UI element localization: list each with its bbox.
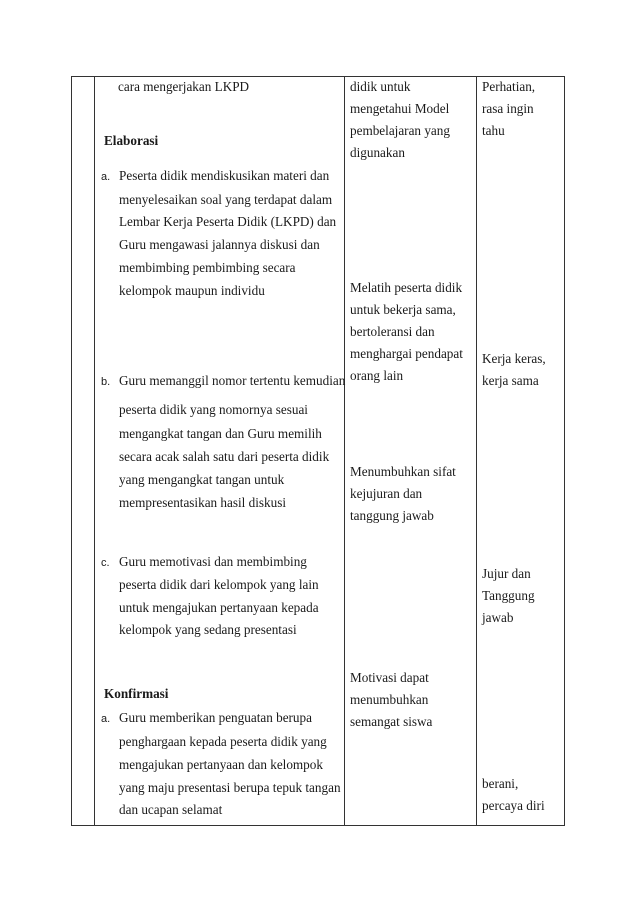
objective-line: kejujuran dan <box>350 486 423 501</box>
item-k-line: yang maju presentasi berupa tepuk tangan <box>119 780 341 795</box>
table-border-left <box>71 76 72 826</box>
value-line: kerja sama <box>482 373 539 388</box>
objective-line: Menumbuhkan sifat <box>350 464 456 479</box>
table-bottom-border <box>71 825 564 826</box>
table-border-col3 <box>476 76 477 826</box>
item-b-line: yang mengangkat tangan untuk <box>119 472 285 487</box>
item-a-line: Peserta didik mendiskusikan materi dan <box>119 168 330 183</box>
item-c-line: peserta didik dari kelompok yang lain <box>119 577 319 592</box>
table-border-right <box>564 76 565 826</box>
activity-line: cara mengerjakan LKPD <box>118 79 250 94</box>
item-a-line: Guru mengawasi jalannya diskusi dan <box>119 237 320 252</box>
item-c-line: kelompok yang sedang presentasi <box>119 622 297 637</box>
value-line: tahu <box>482 123 505 138</box>
objective-line: menghargai pendapat <box>350 346 463 361</box>
objective-line: untuk bekerja sama, <box>350 302 456 317</box>
item-k-line: dan ucapan selamat <box>119 802 223 817</box>
objective-line: tanggung jawab <box>350 508 434 523</box>
item-k-line: Guru memberikan penguatan berupa <box>119 710 312 725</box>
objective-line: mengetahui Model <box>350 101 450 116</box>
item-k-line: penghargaan kepada peserta didik yang <box>119 734 327 749</box>
objective-line: Motivasi dapat <box>350 670 429 685</box>
table-border-col1 <box>94 76 95 826</box>
value-line: Kerja keras, <box>482 351 546 366</box>
item-a-line: kelompok maupun individu <box>119 283 265 298</box>
value-line: Jujur dan <box>482 566 531 581</box>
value-line: percaya diri <box>482 798 545 813</box>
value-line: jawab <box>482 610 514 625</box>
value-line: berani, <box>482 776 519 791</box>
objective-line: semangat siswa <box>350 714 433 729</box>
objective-line: orang lain <box>350 368 404 383</box>
table-border-col2 <box>344 76 345 826</box>
item-a-line: menyelesaikan soal yang terdapat dalam <box>119 192 333 207</box>
elaborasi-heading: Elaborasi <box>104 133 159 148</box>
objective-line: pembelajaran yang <box>350 123 450 138</box>
item-b-line: peserta didik yang nomornya sesuai <box>119 402 308 417</box>
objective-line: Melatih peserta didik <box>350 280 463 295</box>
item-a-line: membimbing pembimbing secara <box>119 260 296 275</box>
objective-line: menumbuhkan <box>350 692 429 707</box>
value-line: rasa ingin <box>482 101 534 116</box>
objective-line: didik untuk <box>350 79 411 94</box>
item-b-line: mempresentasikan hasil diskusi <box>119 495 287 510</box>
item-b-marker: b. <box>101 376 111 388</box>
item-a-line: Lembar Kerja Peserta Didik (LKPD) dan <box>119 214 337 229</box>
item-a-marker: a. <box>101 171 111 183</box>
value-line: Tanggung <box>482 588 535 603</box>
value-line: Perhatian, <box>482 79 536 94</box>
item-c-line: untuk mengajukan pertanyaan kepada <box>119 600 319 615</box>
item-k-line: mengajukan pertanyaan dan kelompok <box>119 757 323 772</box>
item-b-line: Guru memanggil nomor tertentu kemudian <box>119 373 346 388</box>
objective-line: bertoleransi dan <box>350 324 435 339</box>
item-b-line: secara acak salah satu dari peserta didik <box>119 449 330 464</box>
objective-line: digunakan <box>350 145 405 160</box>
item-c-line: Guru memotivasi dan membimbing <box>119 554 307 569</box>
item-c-marker: c. <box>101 557 110 569</box>
konfirmasi-heading: Konfirmasi <box>104 686 169 701</box>
item-b-line: mengangkat tangan dan Guru memilih <box>119 426 322 441</box>
item-k-marker: a. <box>101 713 111 725</box>
